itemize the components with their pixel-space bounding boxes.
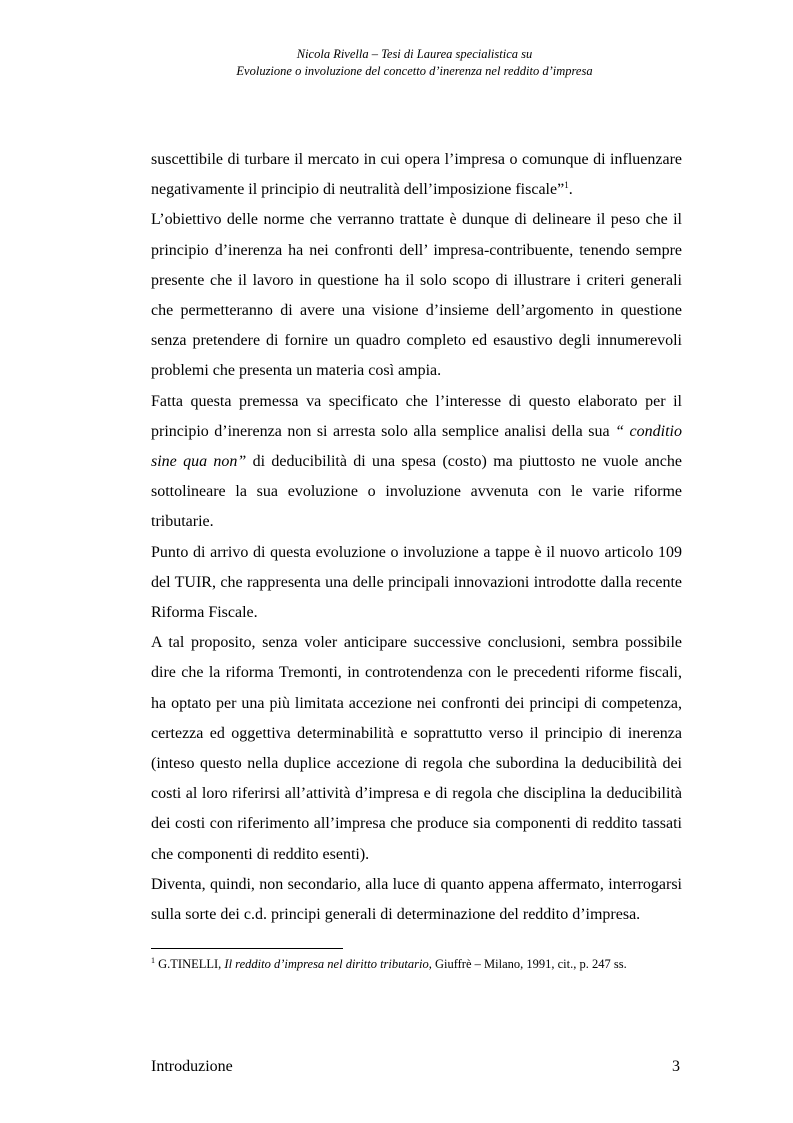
footer-section-title: Introduzione xyxy=(151,1058,233,1075)
paragraph-3-before: Fatta questa premessa va specificato che l’interesse di questo elaborato per il principio d’inerenza non si arresta solo alla semplice analisi della sua xyxy=(151,392,682,440)
paragraph-6: Diventa, quindi, non secondario, alla luce di quanto appena affermato, interrogarsi sulla sorte dei c.d. principi generali di determinazione del reddito d’impresa. xyxy=(151,875,682,924)
paragraph-5: A tal proposito, senza voler anticipare successive conclusioni, sembra possibile dire che la riforma Tremonti, in controtendenza con le precedenti riforme fiscali, ha optato per una più limitata accezione nei confronti dei principi di competenza, certezza ed oggettiva determinabilità e soprattutto verso il principio di inerenza (inteso questo nella duplice accezione di regola che subordina la deducibilità dei costi al loro riferirsi all’attività d’impresa e di regola che disciplina la deducibilità dei costi con riferimento all’impresa che produce sia componenti di reddito tassati che componenti di reddito esenti). xyxy=(151,634,682,863)
footnote-title: Il reddito d’impresa nel diritto tributario, xyxy=(224,957,432,971)
paragraph-2: L’obiettivo delle norme che verranno trattate è dunque di delineare il peso che il principio d’inerenza ha nei confronti dell’ impresa-contribuente, tenendo sempre presente che il lavoro in questione ha il solo scopo di illustrare i criteri generali che permetteranno di avere una visione d’insieme dell’argomento in questione senza pretendere di fornire un quadro completo ed esaustivo degli innumerevoli problemi che presenta un materia così ampia. xyxy=(151,211,682,380)
paragraph-3-italic-phrase: “ conditio sine qua non” xyxy=(151,422,682,471)
paragraph-3-after: di deducibilità di una spesa (costo) ma piuttosto ne vuole anche sottolineare la sua evoluzione o involuzione avvenuta con le varie riforme tributarie. xyxy=(151,453,683,531)
paragraph-1-end: . xyxy=(568,181,573,199)
header-line-2: Evoluzione o involuzione del concetto d’inerenza nel reddito d’impresa xyxy=(236,64,593,78)
page-number: 3 xyxy=(672,1058,680,1075)
paragraph-4: Punto di arrivo di questa evoluzione o involuzione a tappe è il nuovo articolo 109 del TUIR, che rappresenta una delle principali innovazioni introdotte dalla recente Riforma Fiscale. xyxy=(151,543,682,622)
body-text xyxy=(151,145,682,930)
footnote-reference: 1 xyxy=(564,180,569,191)
paragraph-3 xyxy=(151,387,682,538)
footnote-divider xyxy=(151,948,343,949)
paragraph-1 xyxy=(151,145,682,205)
running-header xyxy=(0,46,793,80)
footnote-number: 1 xyxy=(151,956,155,965)
header-line-1: Nicola Rivella – Tesi di Laurea specialistica su xyxy=(296,47,533,61)
footnote xyxy=(151,956,682,973)
footnote-rest: Giuffrè – Milano, 1991, cit., p. 247 ss. xyxy=(431,957,627,971)
paragraph-1-text: suscettibile di turbare il mercato in cui opera l’impresa o comunque di influenzare negativamente il principio di neutralità dell’imposizione fiscale” xyxy=(151,151,682,199)
footnote-author: G.TINELLI, xyxy=(155,957,225,971)
